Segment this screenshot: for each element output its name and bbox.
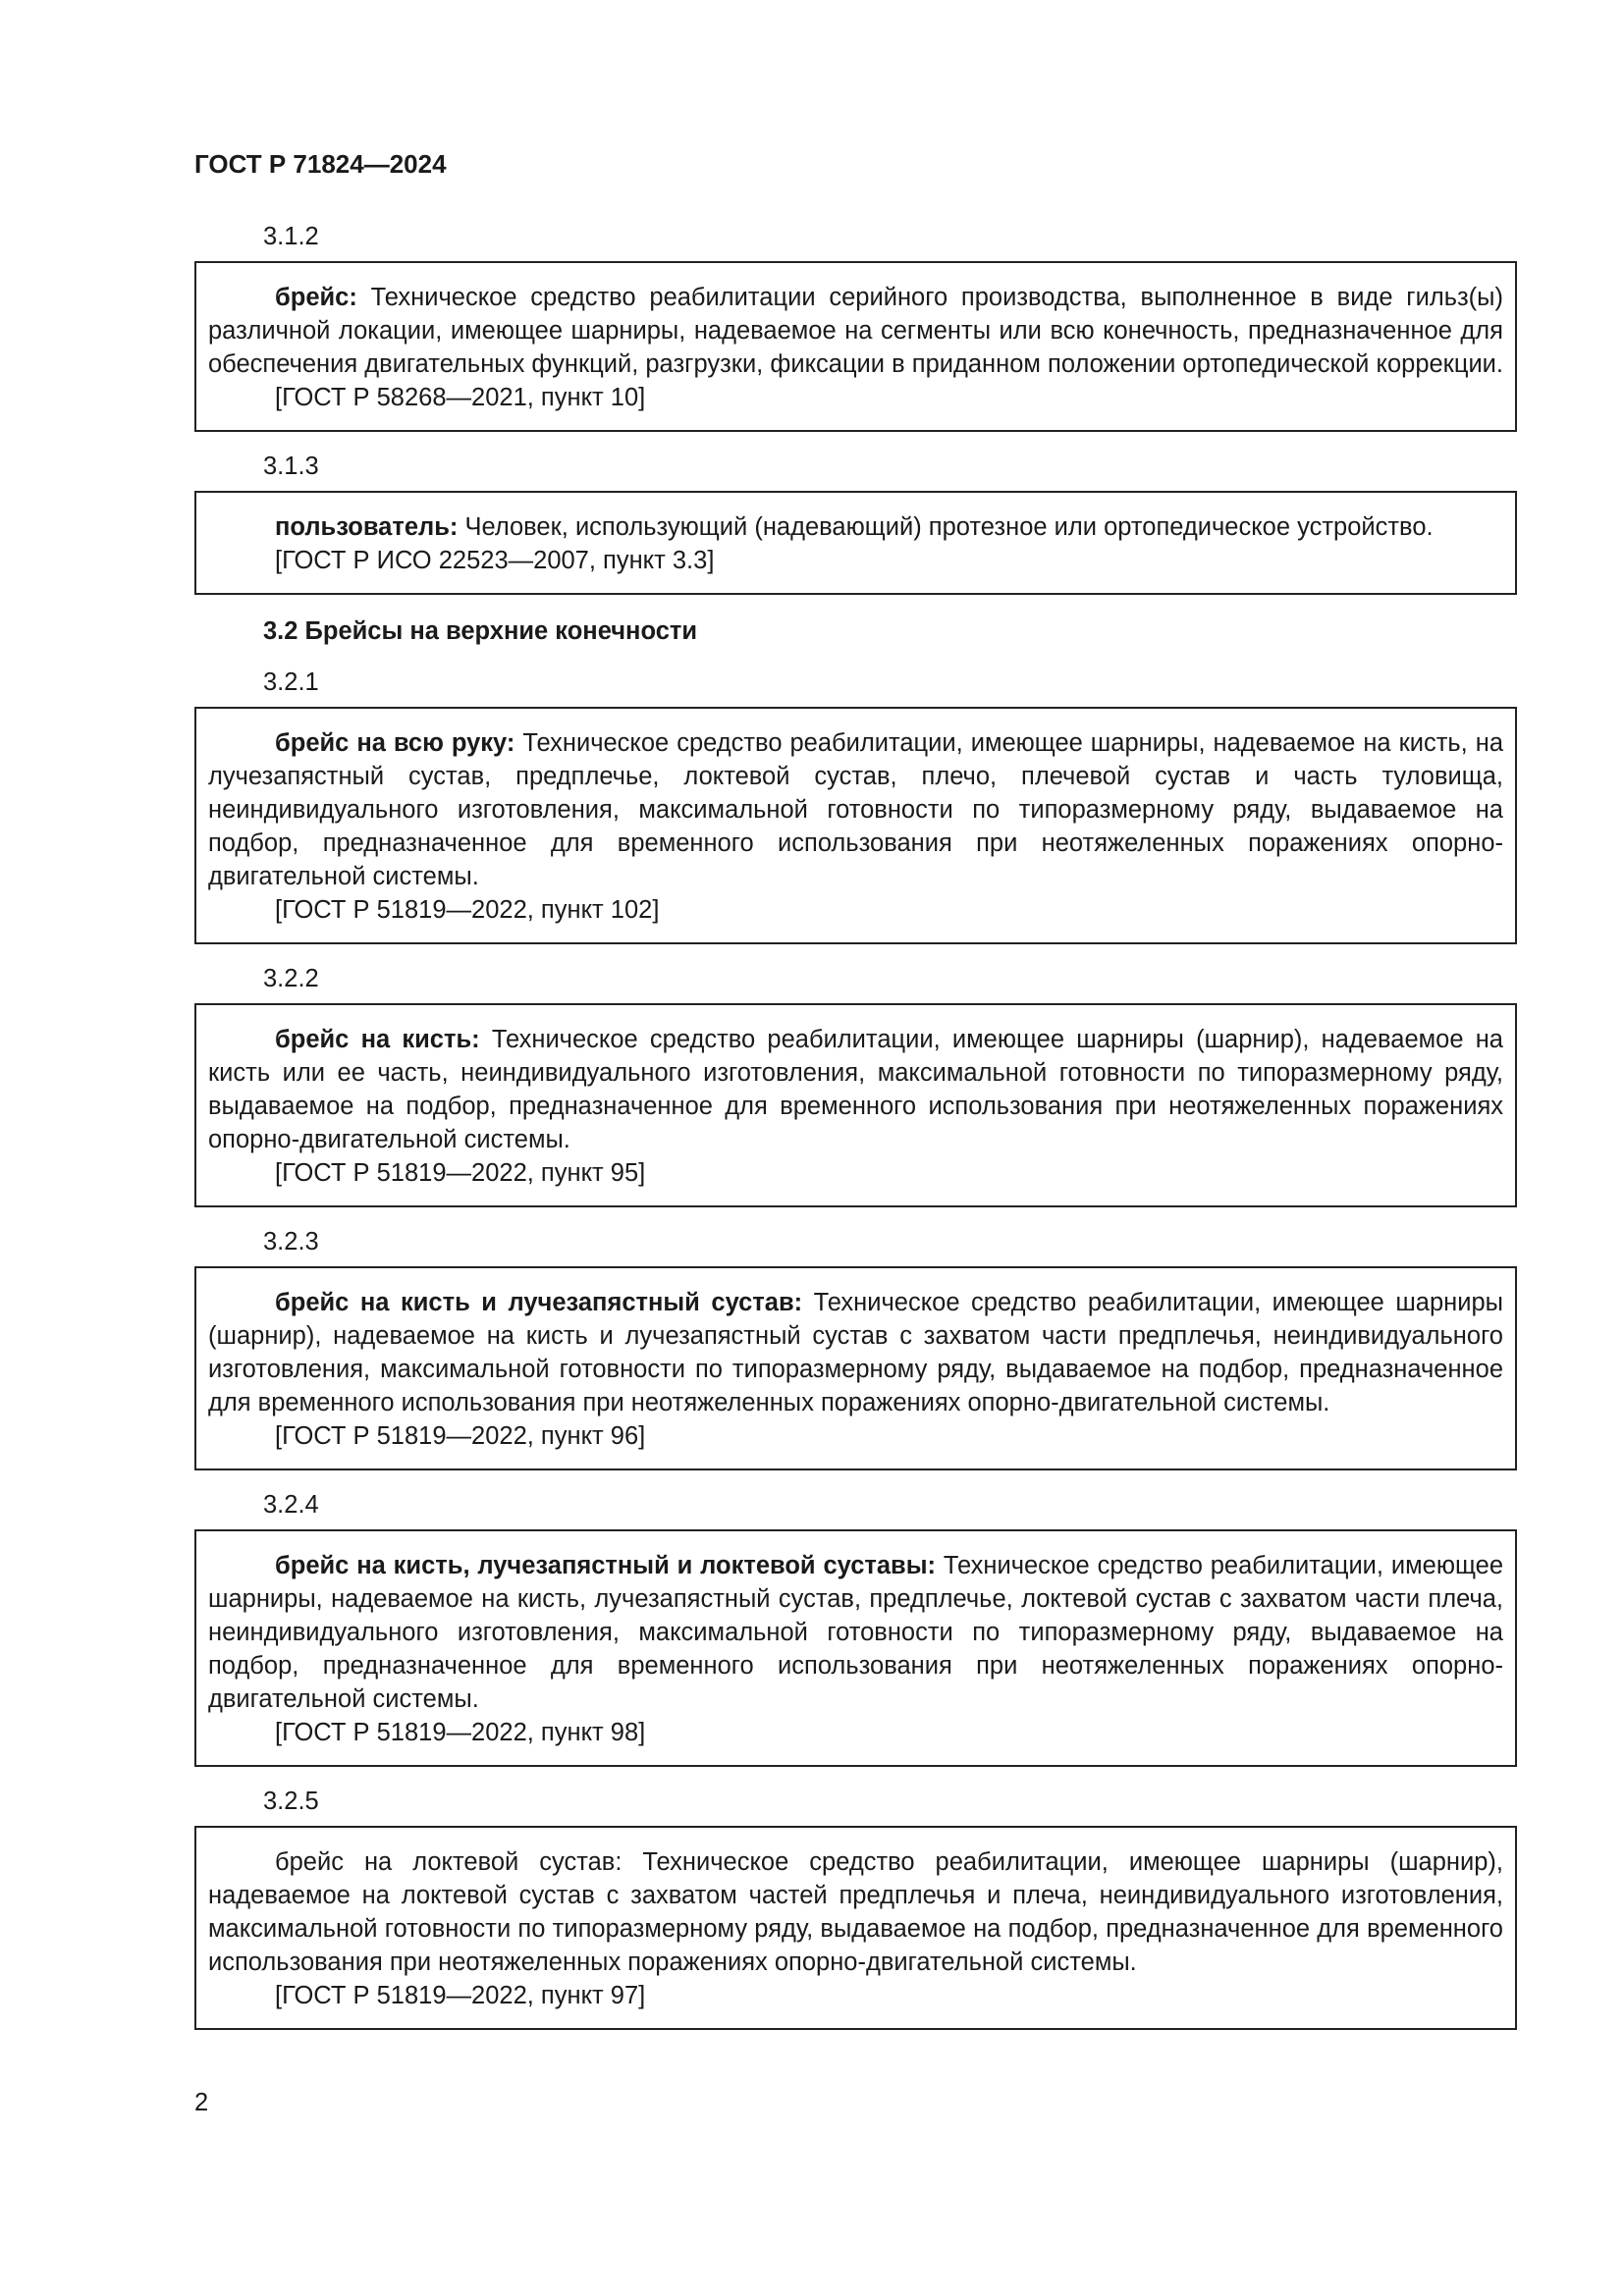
term-name: брейс на локтевой сустав: xyxy=(275,1848,623,1876)
term-box xyxy=(194,1826,1517,2030)
term-name: брейс на кисть, лучезапястный и локтевой суставы: xyxy=(275,1552,936,1579)
term-reference: [ГОСТ Р 51819—2022, пункт 102] xyxy=(275,896,660,924)
term-name: пользователь: xyxy=(275,513,459,541)
term-entry-3-2-3 xyxy=(194,1225,1517,1470)
entry-number: 3.2.3 xyxy=(263,1228,319,1255)
section-heading: 3.2 Брейсы на верхние конечности xyxy=(263,617,698,645)
entry-number: 3.2.4 xyxy=(263,1491,319,1519)
term-name: брейс на кисть и лучезапястный сустав: xyxy=(275,1289,803,1316)
definition-text: Техническое средство реабилитации, имеющее шарниры (шарнир), надеваемое на локтевой сустав с захватом частей предплечья и плеча, неиндивидуального изготовления, максимальной готовности по типоразмерному ряду, выдаваемое на подбор, предназначенное для временного использования при неотяжеленных поражениях опорно-двигательной системы. xyxy=(208,1848,1503,1976)
entry-number: 3.1.2 xyxy=(263,223,319,250)
term-box xyxy=(194,261,1517,432)
term-definition xyxy=(208,1845,1503,1979)
term-reference: [ГОСТ Р 51819—2022, пункт 97] xyxy=(275,1982,646,2009)
entry-number: 3.2.5 xyxy=(263,1788,319,1815)
term-entry-3-2-2 xyxy=(194,962,1517,1207)
term-box xyxy=(194,491,1517,595)
term-box xyxy=(194,1003,1517,1207)
term-reference: [ГОСТ Р ИСО 22523—2007, пункт 3.3] xyxy=(275,547,715,574)
term-definition xyxy=(208,1023,1503,1156)
term-name: брейс: xyxy=(275,284,357,311)
term-name: брейс на кисть: xyxy=(275,1026,480,1053)
term-definition xyxy=(208,1286,1503,1419)
definition-text: Человек, использующий (надевающий) протезное или ортопедическое устройство. xyxy=(458,513,1434,541)
term-box xyxy=(194,1266,1517,1470)
term-reference: [ГОСТ Р 58268—2021, пункт 10] xyxy=(275,384,646,411)
definition-text: Техническое средство реабилитации серийного производства, выполненное в виде гильз(ы) различной локации, имеющее шарниры, надеваемое на сегменты или всю конечность, предназначенное для обеспечения двигательных функций, разгрузки, фиксации в приданном положении ортопедической коррекции. xyxy=(208,284,1504,378)
entry-number: 3.1.3 xyxy=(263,453,319,480)
term-entry-3-2-4 xyxy=(194,1488,1517,1767)
document-page xyxy=(194,147,1517,2048)
term-box xyxy=(194,1529,1517,1767)
term-reference: [ГОСТ Р 51819—2022, пункт 98] xyxy=(275,1719,646,1746)
definition-text: Техническое средство реабилитации, имеющее шарниры, надеваемое на кисть, на лучезапястный сустав, предплечье, локтевой сустав, плечо, плечевой сустав и часть туловища, неиндивидуального изготовления, максимальной готовности по типоразмерному ряду, выдаваемое на подбор, предназначенное для временного использования при неотяжеленных поражениях опорно-двигательной системы. xyxy=(208,729,1503,890)
term-entry-3-1-3 xyxy=(194,450,1517,595)
entry-number: 3.2.1 xyxy=(263,668,319,696)
term-definition xyxy=(208,1549,1503,1716)
term-definition xyxy=(208,510,1503,544)
term-reference: [ГОСТ Р 51819—2022, пункт 95] xyxy=(275,1159,646,1187)
term-entry-3-1-2 xyxy=(194,220,1517,432)
term-entry-3-2-5 xyxy=(194,1785,1517,2030)
term-box xyxy=(194,707,1517,944)
term-reference: [ГОСТ Р 51819—2022, пункт 96] xyxy=(275,1422,646,1450)
term-definition xyxy=(208,726,1503,893)
definition-text: Техническое средство реабилитации, имеющее шарниры, надеваемое на кисть, лучезапястный сустав, предплечье, локтевой сустав с захватом части плеча, неиндивидуального изготовления, максимальной готовности по типоразмерному ряду, выдаваемое на подбор, предназначенное для временного использования при неотяжеленных поражениях опорно-двигательной системы. xyxy=(208,1552,1504,1713)
entry-number: 3.2.2 xyxy=(263,965,319,992)
term-definition xyxy=(208,281,1503,381)
definition-text: Техническое средство реабилитации, имеющее шарниры (шарнир), надеваемое на кисть или ее часть, неиндивидуального изготовления, максимальной готовности по типоразмерному ряду, выдаваемое на подбор, предназначенное для временного использования при неотяжеленных поражениях опорно-двигательной системы. xyxy=(208,1026,1503,1153)
page-number: 2 xyxy=(194,2089,209,2116)
definition-text: Техническое средство реабилитации, имеющее шарниры (шарнир), надеваемое на кисть и лучезапястный сустав с захватом части предплечья, неиндивидуального изготовления, максимальной готовности по типоразмерному ряду, выдаваемое на подбор, предназначенное для временного использования при неотяжеленных поражениях опорно-двигательной системы. xyxy=(208,1289,1503,1416)
term-entry-3-2-1 xyxy=(194,666,1517,944)
term-name: брейс на всю руку: xyxy=(275,729,515,757)
document-header: ГОСТ Р 71824—2024 xyxy=(194,149,447,179)
